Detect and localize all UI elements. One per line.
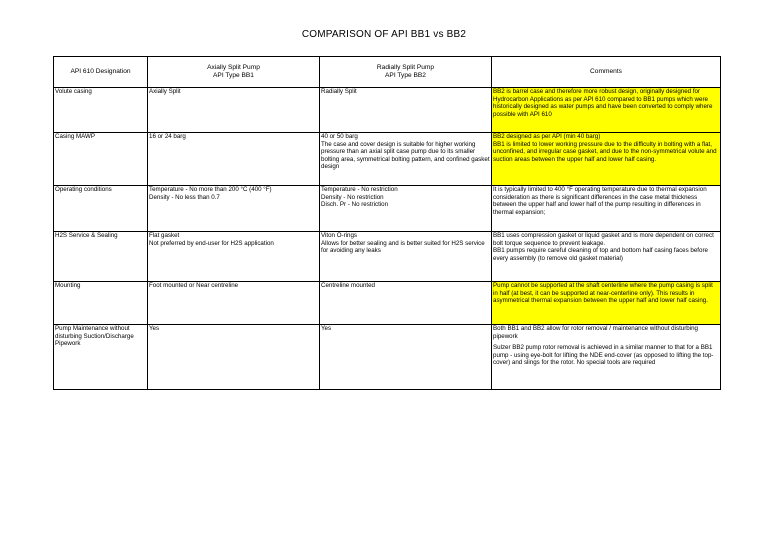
cell-text: Foot mounted or Near centreline [149, 282, 239, 289]
cell-comments [492, 232, 721, 282]
cell-text: Both BB1 and BB2 allow for rotor removal / maintenance without disturbing pipework [493, 325, 698, 340]
cell-text: Temperature - No restriction [321, 186, 398, 193]
cell-text: Viton O-rings [321, 232, 357, 239]
cell-bb2 [320, 186, 492, 232]
cell-text: Pump cannot be supported at the shaft centerline where the pump casing is split in half (at best, it can be supported at near-centerline only). This results in asymmetrical thermal expansion between the upper half and lower half casing. [493, 282, 713, 305]
cell-bb1 [148, 186, 320, 232]
cell-bb1 [148, 325, 320, 390]
cell-bb1 [148, 282, 320, 325]
cell-bb2 [320, 88, 492, 133]
cell-comments [492, 282, 721, 325]
cell-text: Casing MAWP [55, 133, 95, 140]
cell-text: Density - No less than 0.7 [149, 193, 220, 201]
cell-text: Flat gasket [149, 232, 180, 239]
cell-text: Axially Split [149, 88, 181, 95]
cell-designation [54, 133, 148, 186]
cell-designation [54, 186, 148, 232]
header-bb2: Radially Split Pump API Type BB2 [320, 57, 492, 88]
cell-bb2 [320, 133, 492, 186]
cell-text: 16 or 24 barg [149, 133, 186, 140]
table-row [54, 325, 721, 390]
table-row [54, 186, 721, 232]
cell-bb2 [320, 232, 492, 282]
cell-text: Mounting [55, 282, 81, 289]
cell-bb2 [320, 282, 492, 325]
cell-bb1 [148, 88, 320, 133]
cell-text: It is typically limited to 400 °F operating temperature due to thermal expansion consideration as there is significant differences in the case metal thickness between the upper half and lower half of the pump resulting in differences in thermal expansion; [493, 186, 707, 216]
cell-text: The case and cover design is suitable for higher working pressure than an axial split case pump due to its smaller bolting area, symmetrical bolting pattern, and confined gasket design [321, 140, 490, 171]
cell-text: BB1 uses compression gasket or liquid gasket and is more dependent on correct bolt torque sequence to prevent leakage. [493, 232, 714, 247]
header-designation: API 610 Designation [54, 57, 148, 88]
cell-text: BB2 designed as per API (min 40 barg) [493, 133, 601, 140]
header-bb1: Axially Split Pump API Type BB1 [148, 57, 320, 88]
cell-text: Sulzer BB2 pump rotor removal is achieved in a similar manner to that for a BB1 pump - using eye-bolt for lifting the NDE end-cover (as opposed to lifting the top-cover) and slings for the rotor. No special tools are required [493, 344, 714, 367]
cell-text: Radially Split [321, 88, 357, 95]
cell-designation [54, 282, 148, 325]
cell-text: Centreline mounted [321, 282, 376, 289]
header-comments: Comments [492, 57, 721, 88]
cell-bb2 [320, 325, 492, 390]
cell-designation [54, 88, 148, 133]
cell-comments [492, 325, 721, 390]
cell-text: Temperature - No more than 200 °C (400 °F) [149, 186, 272, 193]
cell-text: 40 or 50 barg [321, 133, 358, 140]
table-row [54, 133, 721, 186]
cell-text: BB1 pumps require careful cleaning of top and bottom half casing faces before every assembly (to remove old gasket material) [493, 247, 708, 262]
cell-text: Not preferred by end-user for H2S application [149, 239, 274, 247]
comparison-table [53, 56, 721, 390]
cell-comments [492, 186, 721, 232]
cell-comments [492, 133, 721, 186]
cell-text: Allows for better sealing and is better suited for H2S service for avoiding any leaks [321, 239, 485, 255]
cell-text: Yes [321, 325, 332, 332]
header-row [54, 57, 721, 88]
cell-text: Volute casing [55, 88, 92, 95]
table-row [54, 232, 721, 282]
cell-text: Yes [149, 325, 160, 332]
table-row [54, 88, 721, 133]
cell-text: Disch. Pr - No restriction [321, 201, 389, 209]
cell-text: H2S Service & Sealing [55, 232, 118, 239]
cell-bb1 [148, 232, 320, 282]
cell-designation [54, 325, 148, 390]
cell-designation [54, 232, 148, 282]
cell-comments [492, 88, 721, 133]
cell-text: Operating conditions [55, 186, 112, 193]
document-title: COMPARISON OF API BB1 vs BB2 [301, 29, 467, 40]
cell-text: Density - No restriction [321, 193, 384, 201]
cell-text: BB2 is barrel case and therefore more robust design, originally designed for Hydrocarbon Applications as per API 610 compared to BB1 pumps which were historically designed as water pumps and have been converted to comply where possible with API 610 [493, 88, 713, 118]
table-row [54, 282, 721, 325]
cell-text: Pump Maintenance without disturbing Suction/Discharge Pipework [55, 325, 134, 348]
cell-text: BB1 is limited to lower working pressure due to the difficulty in bolting with a flat, unconfined, and irregular case gasket, and due to the non-symmetrical volute and suction areas between the upper half and lower half casing. [493, 140, 717, 163]
cell-bb1 [148, 133, 320, 186]
